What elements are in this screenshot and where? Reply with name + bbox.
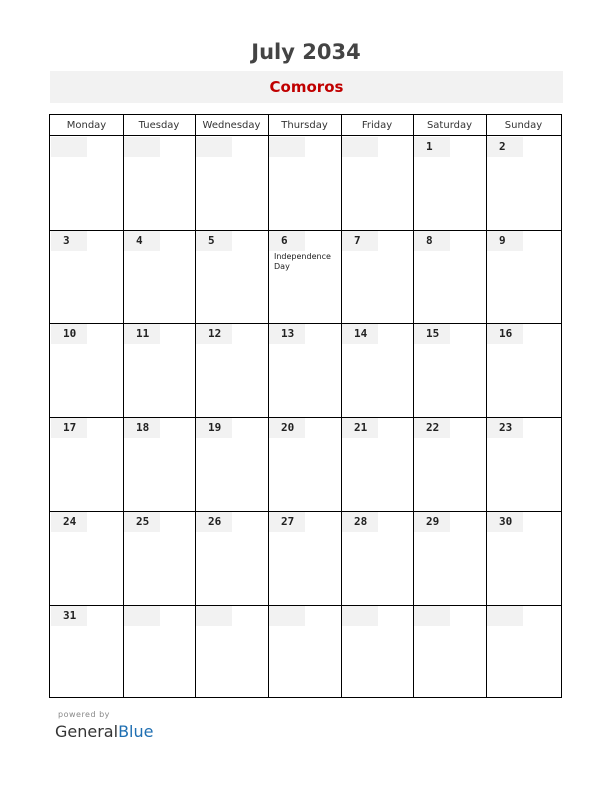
day-cell[interactable] <box>196 418 268 511</box>
day-number <box>124 137 160 157</box>
day-number: 31 <box>51 606 87 626</box>
day-cell[interactable] <box>124 418 195 511</box>
empty-day-cell <box>124 606 195 699</box>
day-number: 14 <box>342 324 378 344</box>
day-number: 27 <box>269 512 305 532</box>
day-number: 3 <box>51 231 87 251</box>
day-cell[interactable] <box>414 231 486 324</box>
empty-day-cell <box>196 606 268 699</box>
empty-day-cell <box>196 137 268 230</box>
day-cell[interactable] <box>342 512 413 605</box>
day-cell[interactable] <box>342 231 413 324</box>
calendar-title: July 2034 <box>251 40 361 64</box>
weekday-header-saturday: Saturday <box>426 120 473 131</box>
day-number <box>269 137 305 157</box>
day-number <box>124 606 160 626</box>
weekday-header-row <box>50 115 561 136</box>
day-number <box>269 606 305 626</box>
day-number: 24 <box>51 512 87 532</box>
day-number: 10 <box>51 324 87 344</box>
empty-day-cell <box>342 137 413 230</box>
day-number: 11 <box>124 324 160 344</box>
day-cell[interactable] <box>414 418 486 511</box>
day-number: 7 <box>342 231 378 251</box>
day-number: 6 <box>269 231 305 251</box>
day-cell[interactable] <box>269 231 341 324</box>
day-cell[interactable] <box>124 512 195 605</box>
day-cell[interactable] <box>414 137 486 230</box>
day-cell[interactable] <box>196 324 268 417</box>
day-number: 16 <box>487 324 523 344</box>
day-number: 25 <box>124 512 160 532</box>
empty-day-cell <box>414 606 486 699</box>
day-cell[interactable] <box>487 137 561 230</box>
country-name: Comoros <box>269 78 344 96</box>
day-cell[interactable] <box>487 418 561 511</box>
day-cell[interactable] <box>487 512 561 605</box>
day-cell[interactable] <box>51 606 123 699</box>
day-number: 28 <box>342 512 378 532</box>
day-cell[interactable] <box>487 231 561 324</box>
day-number: 12 <box>196 324 232 344</box>
day-number: 18 <box>124 418 160 438</box>
holiday-event: Independence Day <box>274 251 331 271</box>
day-number: 9 <box>487 231 523 251</box>
day-number: 1 <box>414 137 450 157</box>
brand-general: General <box>55 722 119 741</box>
day-cell[interactable] <box>269 512 341 605</box>
day-cell[interactable] <box>51 231 123 324</box>
day-number: 13 <box>269 324 305 344</box>
day-number <box>487 606 523 626</box>
day-number: 29 <box>414 512 450 532</box>
empty-day-cell <box>342 606 413 699</box>
generalblue-logo[interactable] <box>55 722 153 741</box>
day-number: 22 <box>414 418 450 438</box>
weekday-header-monday: Monday <box>66 120 107 131</box>
day-number: 26 <box>196 512 232 532</box>
day-number: 4 <box>124 231 160 251</box>
day-cell[interactable] <box>196 231 268 324</box>
empty-day-cell <box>51 137 123 230</box>
weekday-header-sunday: Sunday <box>504 120 543 131</box>
day-number <box>342 137 378 157</box>
day-number: 2 <box>487 137 523 157</box>
day-number <box>196 606 232 626</box>
day-cell[interactable] <box>269 324 341 417</box>
day-number <box>414 606 450 626</box>
day-number <box>342 606 378 626</box>
day-number: 17 <box>51 418 87 438</box>
empty-day-cell <box>269 606 341 699</box>
day-number: 8 <box>414 231 450 251</box>
day-cell[interactable] <box>51 512 123 605</box>
day-number: 30 <box>487 512 523 532</box>
day-number: 21 <box>342 418 378 438</box>
calendar-grid <box>49 114 562 698</box>
day-number <box>51 137 87 157</box>
country-bar <box>50 71 563 103</box>
day-cell[interactable] <box>124 231 195 324</box>
day-cell[interactable] <box>342 418 413 511</box>
day-cell[interactable] <box>269 418 341 511</box>
day-number: 19 <box>196 418 232 438</box>
day-cell[interactable] <box>51 418 123 511</box>
powered-by-text: powered by <box>58 710 110 719</box>
day-cell[interactable] <box>124 324 195 417</box>
day-cell[interactable] <box>487 324 561 417</box>
weekday-header-tuesday: Tuesday <box>138 120 180 131</box>
day-number <box>196 137 232 157</box>
day-cell[interactable] <box>414 324 486 417</box>
empty-day-cell <box>124 137 195 230</box>
weekday-header-wednesday: Wednesday <box>202 120 261 131</box>
weekday-header-friday: Friday <box>361 120 393 131</box>
day-number: 20 <box>269 418 305 438</box>
weekday-header-thursday: Thursday <box>281 120 328 131</box>
day-cell[interactable] <box>51 324 123 417</box>
empty-day-cell <box>269 137 341 230</box>
empty-day-cell <box>487 606 561 699</box>
day-number: 23 <box>487 418 523 438</box>
day-number: 15 <box>414 324 450 344</box>
day-cell[interactable] <box>414 512 486 605</box>
brand-blue: Blue <box>118 722 154 741</box>
day-cell[interactable] <box>342 324 413 417</box>
day-number: 5 <box>196 231 232 251</box>
day-cell[interactable] <box>196 512 268 605</box>
